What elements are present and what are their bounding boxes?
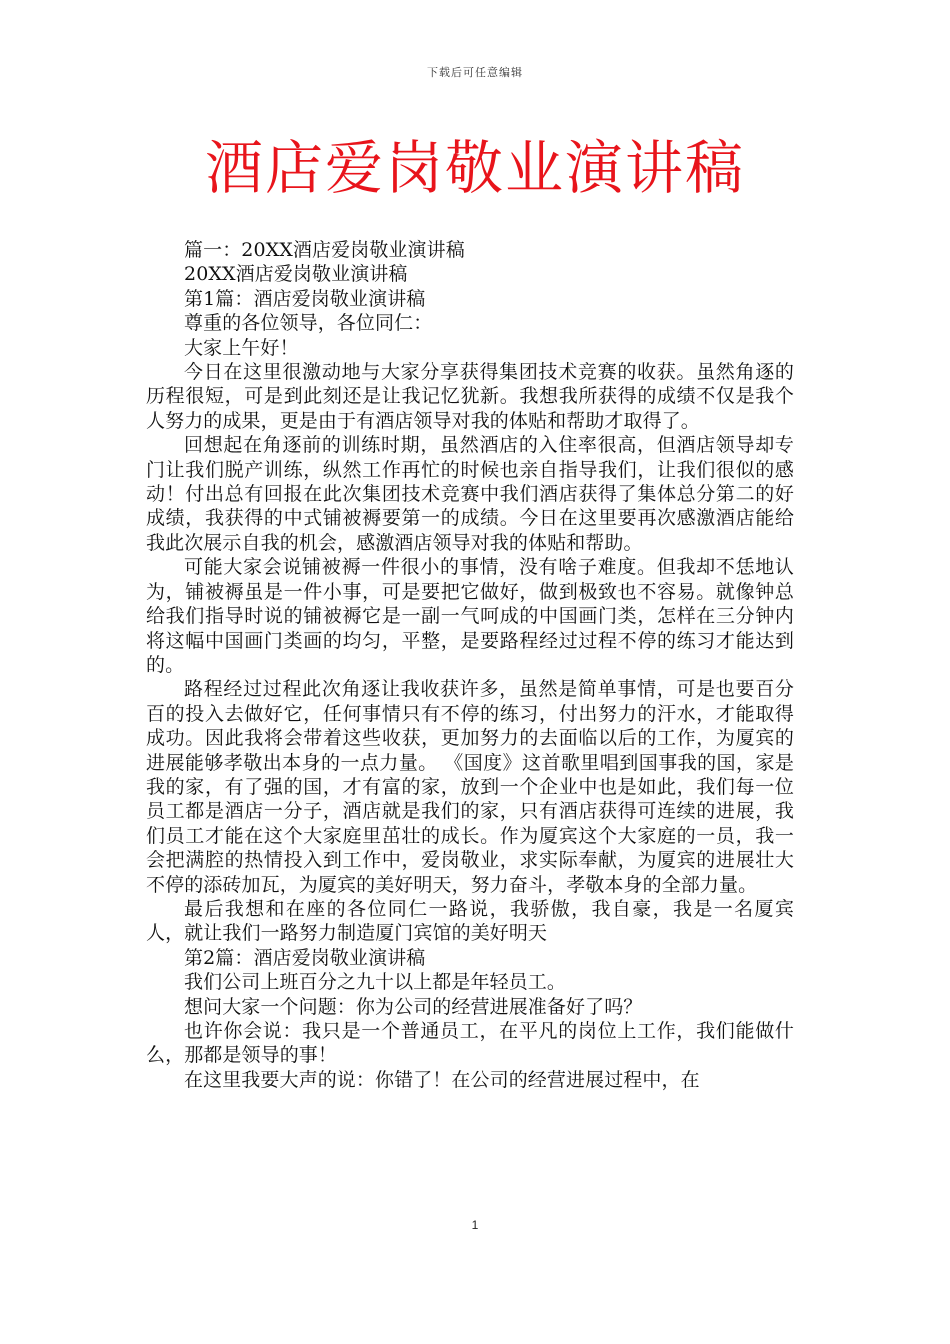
paragraph-body: 可能大家会说铺被褥一件很小的事情，没有啥子难度。但我却不恁地认为，铺被褥虽是一件小事，可是要把它做好，做到极致也不容易。就像钟总给我们指导时说的铺被褥它是一副一气呵成的中国画门类，怎样在三分钟内将这幅中国画门类画的均匀，平整，是要路程经过过程不停的练习才能达到的。 xyxy=(146,556,794,676)
paragraph-part2-heading: 第2篇：酒店爱岗敬业演讲稿 xyxy=(184,946,426,969)
document-title: 酒店爱岗敬业演讲稿 xyxy=(204,134,745,202)
paragraph-part1-heading: 第1篇：酒店爱岗敬业演讲稿 xyxy=(184,287,426,310)
document-body xyxy=(146,238,794,1092)
paragraph-salutation: 尊重的各位领导，各位同仁： xyxy=(184,312,433,335)
header-note: 下载后可任意编辑 xyxy=(427,66,523,79)
paragraph-body: 想问大家一个问题：你为公司的经营进展准备好了吗？ xyxy=(184,995,643,1018)
paragraph-body: 路程经过过程此次角逐让我收获许多，虽然是简单事情，可是也要百分百的投入去做好它，任何事情只有不停的练习，付出努力的汗水，才能取得成功。因此我将会带着这些收获，更加努力的去面临以后的工作，为厦宾的进展能够孝敬出本身的一点力量。 《国度》这首歌里唱到国事我的国，家是我的家，有了强的国，才有富的家，放到一个企业中也是如此，我们每一位员工都是酒店一分子，酒店就是我们的家，只有酒店获得可连续的进展，我们员工才能在这个大家庭里茁壮的成长。作为厦宾这个大家庭的一员，我一会把满腔的热情投入到工作中，爱岗敬业，求实际奉献，为厦宾的进展壮大不停的添砖加瓦，为厦宾的美好明天，努力奋斗，孝敬本身的全部力量。 xyxy=(146,678,794,896)
paragraph-body: 也许你会说：我只是一个普通员工，在平凡的岗位上工作，我们能做什么，那都是领导的事！ xyxy=(146,1020,794,1067)
paragraph-body: 我们公司上班百分之九十以上都是年轻员工。 xyxy=(184,971,567,994)
paragraph-body: 回想起在角逐前的训练时期，虽然酒店的入住率很高，但酒店领导却专门让我们脱产训练，纵然工作再忙的时候也亲自指导我们，让我们很似的感动！付出总有回报在此次集团技术竞赛中我们酒店获得了集体总分第二的好成绩，我获得的中式铺被褥要第一的成绩。今日在这里要再次感激酒店能给我此次展示自我的机会，感激酒店领导对我的体贴和帮助。 xyxy=(146,434,794,554)
paragraph-body: 在这里我要大声的说：你错了！在公司的经营进展过程中，在 xyxy=(184,1068,700,1091)
paragraph-body: 最后我想和在座的各位同仁一路说，我骄傲，我自豪，我是一名厦宾人，就让我们一路努力制造厦门宾馆的美好明天 xyxy=(146,897,794,945)
paragraph-greeting: 大家上午好！ xyxy=(184,336,299,359)
paragraph-section-heading: 篇一：20XX酒店爱岗敬业演讲稿 xyxy=(184,239,465,261)
page-number: 1 xyxy=(471,1218,479,1232)
paragraph-subtitle: 20XX酒店爱岗敬业演讲稿 xyxy=(184,263,408,286)
paragraph-body: 今日在这里很激动地与大家分享获得集团技术竞赛的收获。虽然角逐的历程很短，可是到此刻还是让我记忆犹新。我想我所获得的成绩不仅是我个人努力的成果，更是由于有酒店领导对我的体贴和帮助才取得了。 xyxy=(146,361,794,432)
